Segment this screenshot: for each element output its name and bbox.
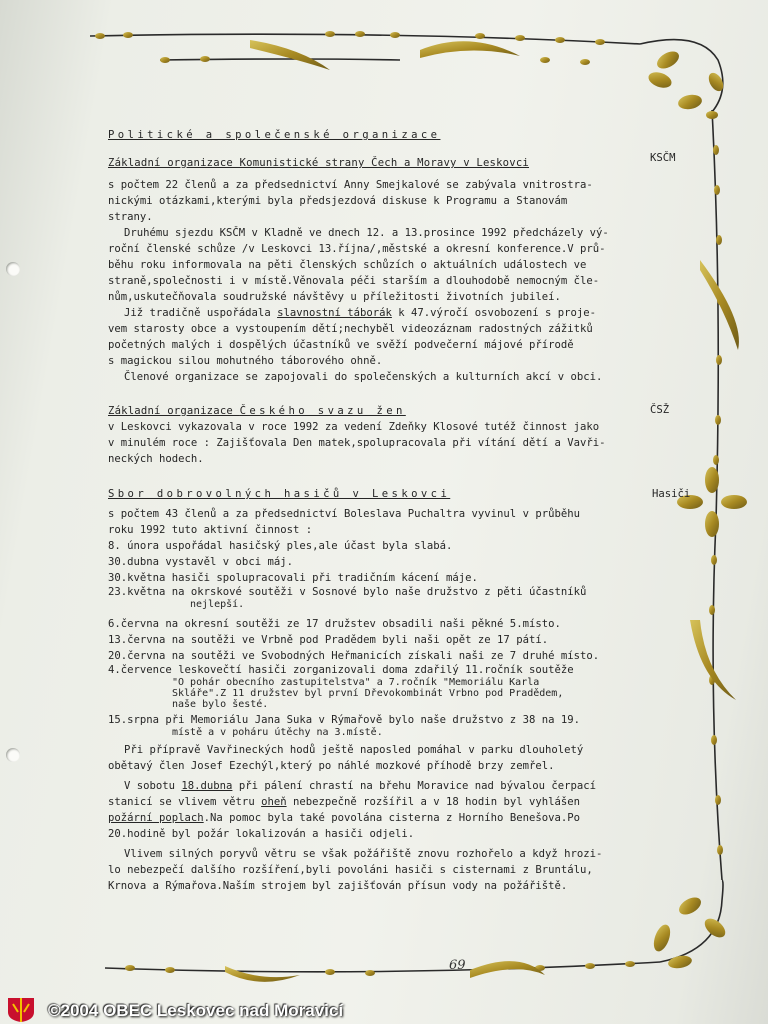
event-line: 13.června na soutěži ve Vrbně pod Pradědem byli naši opět ze 17 pátí. bbox=[108, 634, 549, 646]
text-line: Členové organizace se zapojovali do společenských a kulturních akcí v obci. bbox=[124, 371, 603, 383]
text-line: s počtem 43 členů a za předsednictví Boleslava Puchaltra vyvinul v průběhu bbox=[108, 508, 580, 520]
text-line: roční členské schůze /v Leskovci 13.října/,městské a okresní konference.V prů- bbox=[108, 243, 606, 255]
event-line: 30.dubna vystavěl v obci máj. bbox=[108, 556, 293, 568]
text-line: straně,společnosti i v místě.Věnovala péči starším a dlouhodobě nemocným čle- bbox=[108, 275, 600, 287]
text-line: Již tradičně uspořádala slavnostní táborák k 47.výročí osvobození s proje- bbox=[124, 307, 596, 319]
text-line: Druhému sjezdu KSČM v Kladně ve dnech 12. a 13.prosince 1992 předcházely vý- bbox=[124, 227, 609, 239]
text-line: s počtem 22 členů a za předsednictví Anny Smejkalové se zabývala vnitrostra- bbox=[108, 179, 593, 191]
side-label-csz: ČSŽ bbox=[650, 404, 670, 416]
hasici-section bbox=[108, 486, 663, 894]
event-line: 23.května na okrskové soutěži v Sosnové bylo naše družstvo z pěti účastníků bbox=[108, 586, 587, 598]
text-line: obětavý člen Josef Ezechýl,který po náhlé mozkové příhodě brzy zemřel. bbox=[108, 760, 555, 772]
kscm-heading: Základní organizace Komunistické strany Čech a Moravy v Leskovci bbox=[108, 157, 529, 169]
text-line: 20.hodině byl požár lokalizován a hasiči odjeli. bbox=[108, 828, 415, 840]
hasici-heading: Sbor dobrovolných hasičů v Leskovci bbox=[108, 488, 451, 500]
text-line: v minulém roce : Zajišťovala Den matek,spolupracovala při vítání dětí a Vavři- bbox=[108, 437, 606, 449]
text-line: strany. bbox=[108, 211, 153, 223]
kscm-section bbox=[108, 155, 663, 385]
event-line: 4.července leskovečtí hasiči zorganizovali doma zdařilý 11.ročník soutěže bbox=[108, 664, 574, 676]
text-line: Vlivem silných poryvů větru se však požářiště znovu rozhořelo a když hrozi- bbox=[124, 848, 603, 860]
text-line: běhu roku informovala na pěti členských schůzích o aktuálních událostech ve bbox=[108, 259, 587, 271]
csz-section bbox=[108, 403, 663, 467]
text-line: neckých hodech. bbox=[108, 453, 204, 465]
text-line: lo nebezpečí dalšího rozšíření,byli povoláni hasiči s cisternami z Bruntálu, bbox=[108, 864, 593, 876]
text-line: požární poplach.Na pomoc byla také povolána cisterna z Horního Benešova.Po bbox=[108, 812, 580, 824]
text-line: Krnova a Rýmařova.Naším strojem byl zajišťován přísun vody na požářiště. bbox=[108, 880, 568, 892]
text-line: Při přípravě Vavřineckých hodů ještě naposled pomáhal v parku dlouholetý bbox=[124, 744, 584, 756]
text-line: nům,uskutečňovala soudružské návštěvy u příležitosti životních jubileí. bbox=[108, 291, 561, 303]
side-label-hasici: Hasiči bbox=[652, 488, 691, 500]
section-title: Politické a společenské organizace bbox=[108, 129, 441, 141]
event-line: 8. února uspořádal hasičský ples,ale účast byla slabá. bbox=[108, 540, 453, 552]
coat-of-arms-icon bbox=[4, 998, 38, 1022]
text-line: početných malých i dospělých účastníků ve svěží podvečerní májové přírodě bbox=[108, 339, 574, 351]
side-label-kscm: KSČM bbox=[650, 152, 676, 164]
text-line: V sobotu 18.dubna při pálení chrastí na břehu Moravice nad bývalou čerpací bbox=[124, 780, 596, 792]
event-line: nejlepší. bbox=[190, 599, 245, 610]
text-line: roku 1992 tuto aktivní činnost : bbox=[108, 524, 313, 536]
event-line: 6.června na okresní soutěži ze 17 družstev obsadili naši pěkné 5.místo. bbox=[108, 618, 561, 630]
csz-heading: Základní organizace Českého svazu žen bbox=[108, 405, 406, 417]
event-line: 15.srpna při Memoriálu Jana Suka v Rýmařově bylo naše družstvo z 38 na 19. bbox=[108, 714, 580, 726]
event-line: místě a v poháru útěchy na 3.místě. bbox=[172, 727, 383, 738]
text-line: stanicí se vlivem větru oheň nebezpečně rozšířil a v 18 hodin byl vyhlášen bbox=[108, 796, 580, 808]
watermark-footer bbox=[0, 998, 768, 1024]
text-line: vem starosty obce a vystoupením dětí;nechyběl videozáznam radostných zážitků bbox=[108, 323, 593, 335]
event-line: 20.června na soutěži ve Svobodných Heřmanicích získali naši ze 7 druhé místo. bbox=[108, 650, 600, 662]
page-number: 69 bbox=[449, 958, 466, 973]
event-line: 30.května hasiči spolupracovali při tradičním kácení máje. bbox=[108, 572, 478, 584]
copyright-text: ©2004 OBEC Leskovec nad Moravicí bbox=[48, 1001, 344, 1020]
event-line: Skláře".Z 11 družstev byl první Dřevokombinát Vrbno pod Pradědem, bbox=[172, 688, 564, 699]
text-line: s magickou silou mohutného táborového ohně. bbox=[108, 355, 383, 367]
text-line: nickými otázkami,kterými byla předsjezdová diskuse k Programu a Stanovám bbox=[108, 195, 568, 207]
event-line: naše bylo šesté. bbox=[172, 699, 269, 710]
event-line: "O pohár obecního zastupitelstva" a 7.ročník "Memoriálu Karla bbox=[172, 677, 540, 688]
text-line: v Leskovci vykazovala v roce 1992 za vedení Zdeňky Klosové tutéž činnost jako bbox=[108, 421, 600, 433]
